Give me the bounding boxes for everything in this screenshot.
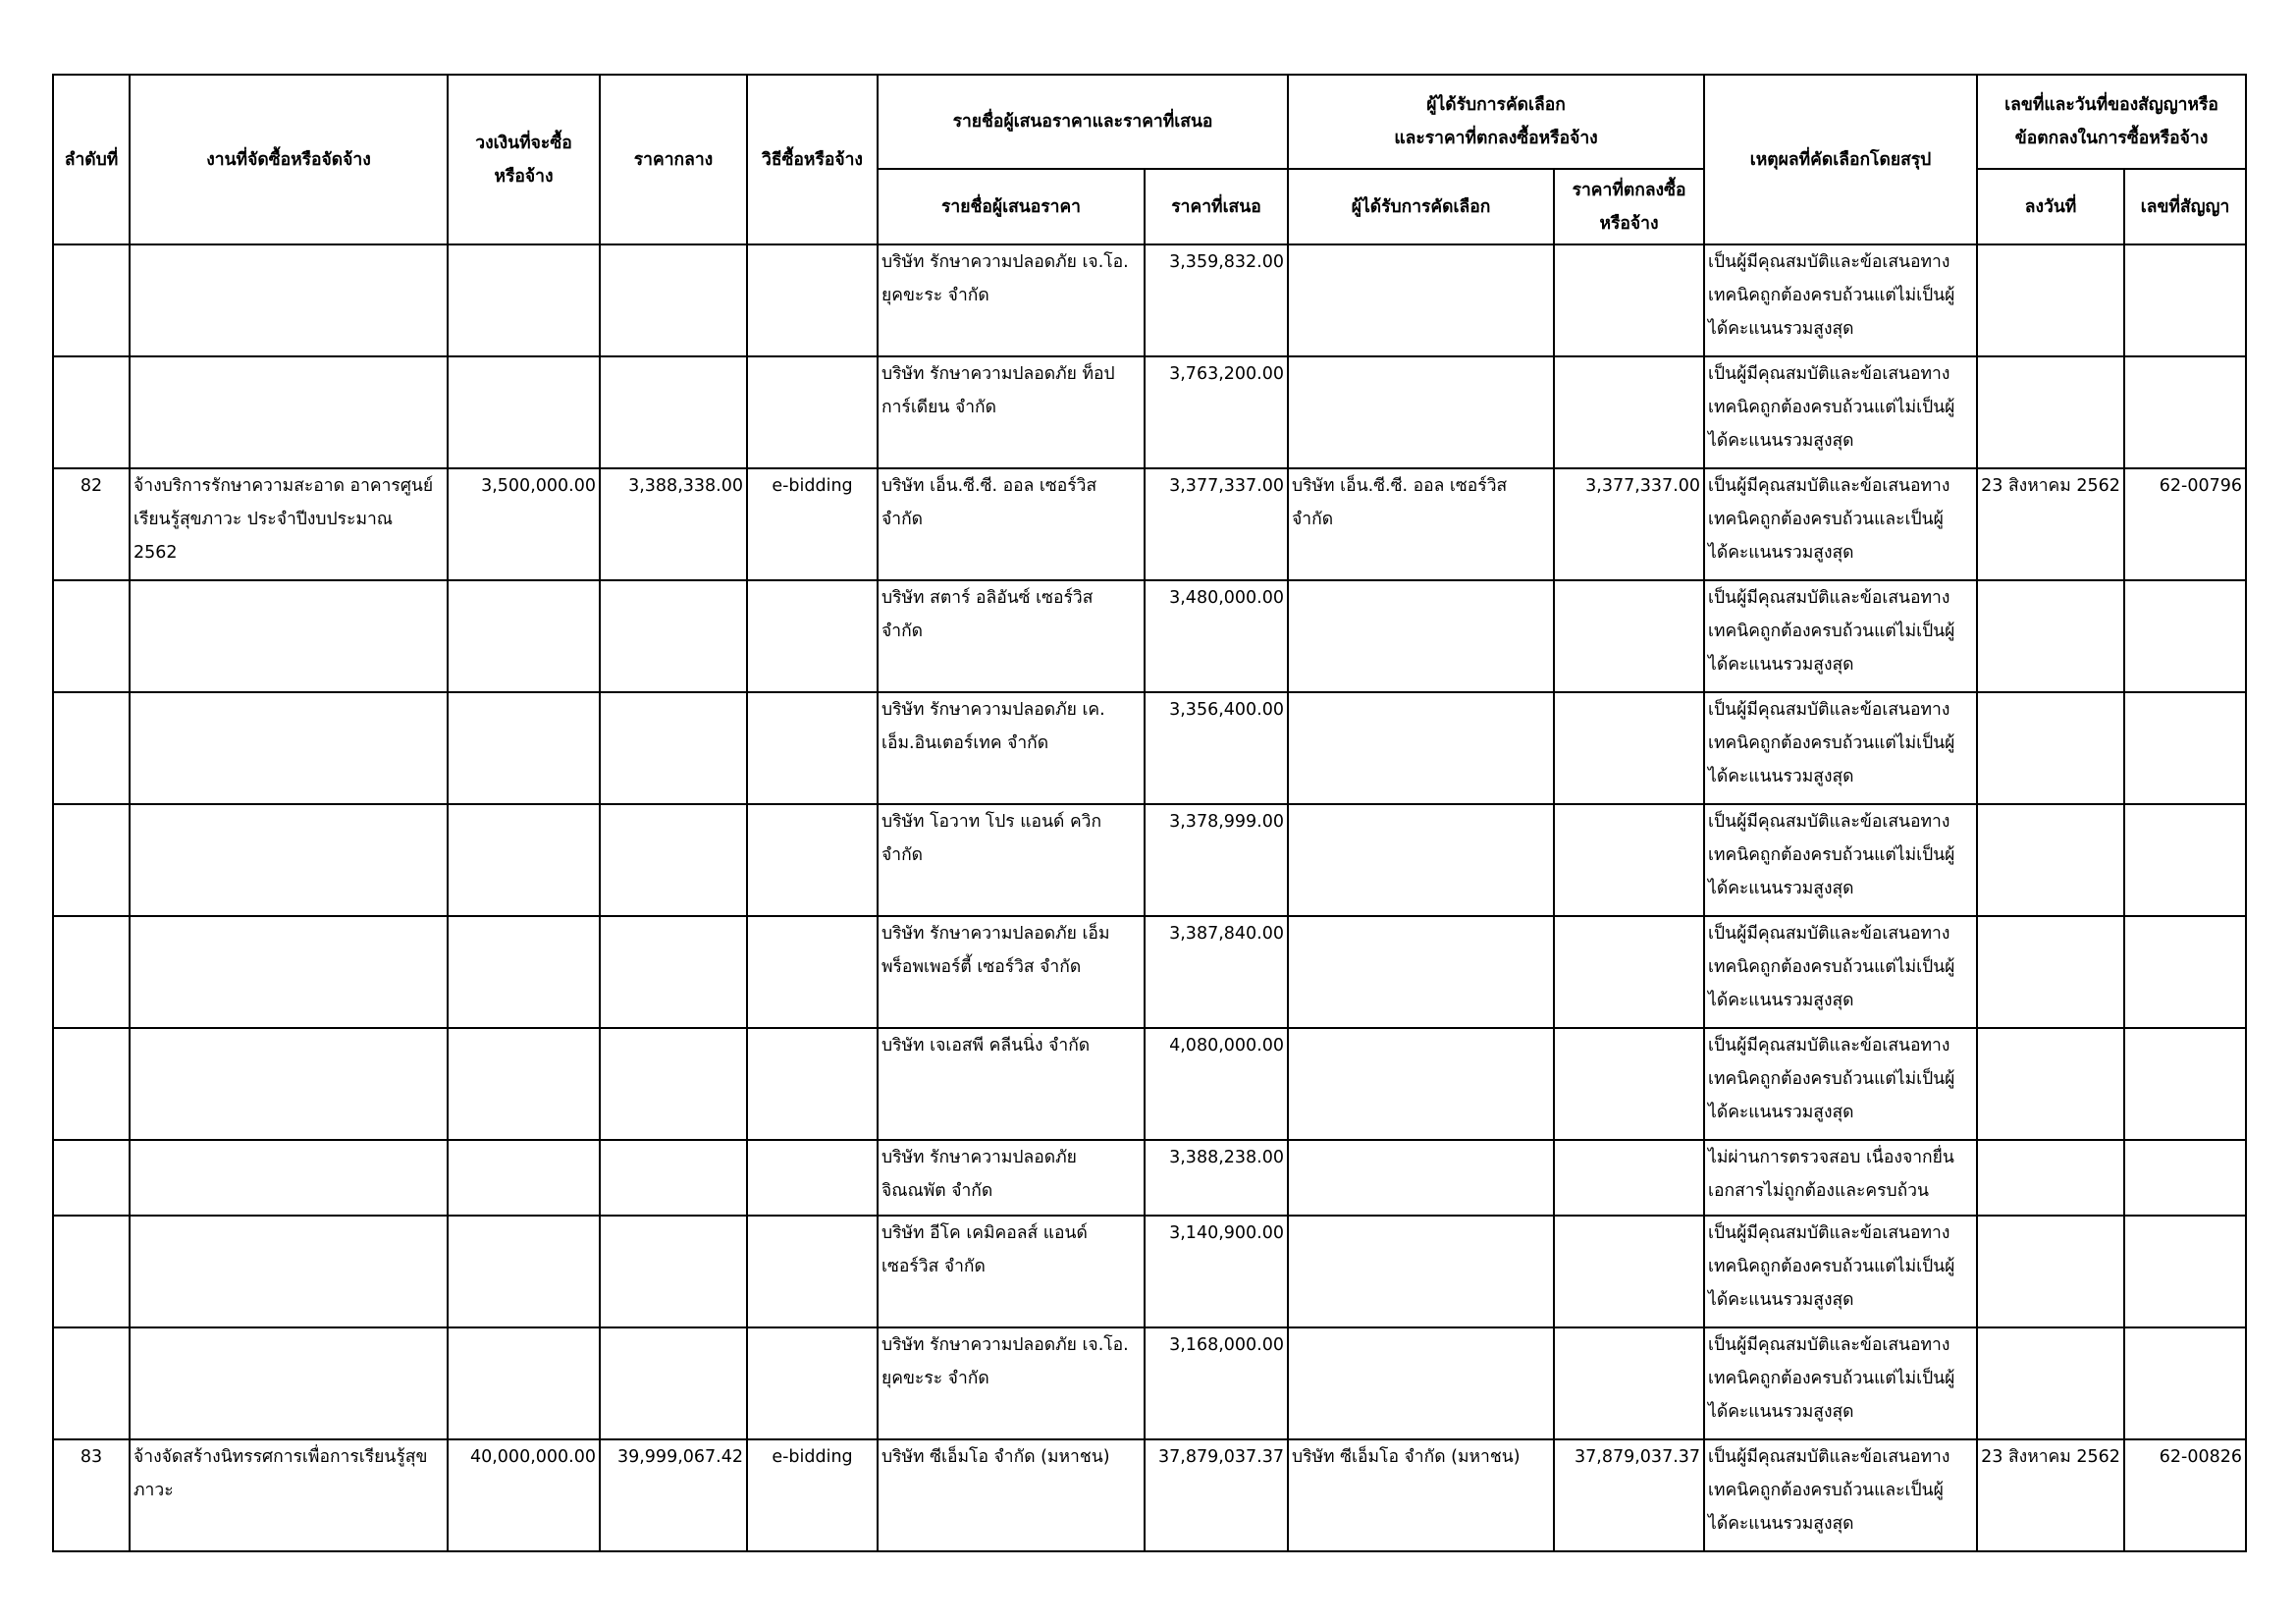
row-task: จ้างบริการรักษาความสะอาด อาคารศูนย์ เรียนรู้สุขภาวะ ประจำปีงบประมาณ 2562 <box>130 468 448 580</box>
header-bidders-group: รายชื่อผู้เสนอราคาและราคาที่เสนอ <box>878 75 1288 169</box>
row-budget: 3,500,000.00 <box>448 468 600 580</box>
row-budget <box>448 1140 600 1216</box>
row-contract-date <box>1977 580 2124 692</box>
row-bidder: บริษัท รักษาความปลอดภัย เค. เอ็ม.อินเตอร์เทค จำกัด <box>878 692 1145 804</box>
row-median-price <box>600 580 747 692</box>
row-selected <box>1288 916 1554 1028</box>
table-row <box>53 692 2246 804</box>
row-bid-price: 3,378,999.00 <box>1145 804 1288 916</box>
row-method <box>747 916 878 1028</box>
row-bid-price: 3,168,000.00 <box>1145 1327 1288 1439</box>
row-method: e-bidding <box>747 1439 878 1551</box>
row-bidder: บริษัท รักษาความปลอดภัย ท็อป การ์เดียน จำกัด <box>878 356 1145 468</box>
row-contract-date <box>1977 916 2124 1028</box>
row-median-price <box>600 1216 747 1327</box>
row-agreed-price: 37,879,037.37 <box>1554 1439 1704 1551</box>
row-agreed-price <box>1554 1140 1704 1216</box>
row-reason: ไม่ผ่านการตรวจสอบ เนื่องจากยื่น เอกสารไม่ถูกต้องและครบถ้วน <box>1704 1140 1977 1216</box>
row-task <box>130 1140 448 1216</box>
row-contract-date <box>1977 1327 2124 1439</box>
row-budget <box>448 1327 600 1439</box>
row-reason: เป็นผู้มีคุณสมบัติและข้อเสนอทาง เทคนิคถูกต้องครบถ้วนแต่ไม่เป็นผู้ ได้คะแนนรวมสูงสุด <box>1704 1028 1977 1140</box>
row-budget <box>448 1028 600 1140</box>
row-agreed-price <box>1554 580 1704 692</box>
table-row <box>53 468 2246 580</box>
row-bid-price: 3,356,400.00 <box>1145 692 1288 804</box>
header-bidder-name: รายชื่อผู้เสนอราคา <box>878 169 1145 244</box>
row-no <box>53 356 130 468</box>
header-selected-group: ผู้ได้รับการคัดเลือก และราคาที่ตกลงซื้อหรือจ้าง <box>1288 75 1704 169</box>
row-task <box>130 1327 448 1439</box>
table-row <box>53 356 2246 468</box>
header-row-1 <box>53 75 2246 169</box>
row-method <box>747 1216 878 1327</box>
row-task <box>130 692 448 804</box>
row-bid-price: 4,080,000.00 <box>1145 1028 1288 1140</box>
row-bidder: บริษัท เอ็น.ซี.ซี. ออล เซอร์วิส จำกัด <box>878 468 1145 580</box>
row-contract-date <box>1977 244 2124 356</box>
table-row <box>53 1216 2246 1327</box>
table-row <box>53 580 2246 692</box>
row-bidder: บริษัท รักษาความปลอดภัย จิณณพัต จำกัด <box>878 1140 1145 1216</box>
row-bidder: บริษัท ซีเอ็มโอ จำกัด (มหาชน) <box>878 1439 1145 1551</box>
row-selected <box>1288 356 1554 468</box>
row-bidder: บริษัท อีโค เคมิคอลส์ แอนด์ เซอร์วิส จำกัด <box>878 1216 1145 1327</box>
row-agreed-price: 3,377,337.00 <box>1554 468 1704 580</box>
row-bidder: บริษัท รักษาความปลอดภัย เอ็ม พร็อพเพอร์ตี้ เซอร์วิส จำกัด <box>878 916 1145 1028</box>
row-bid-price: 37,879,037.37 <box>1145 1439 1288 1551</box>
row-budget <box>448 692 600 804</box>
row-bid-price: 3,480,000.00 <box>1145 580 1288 692</box>
row-selected: บริษัท ซีเอ็มโอ จำกัด (มหาชน) <box>1288 1439 1554 1551</box>
row-method <box>747 804 878 916</box>
row-bidder: บริษัท รักษาความปลอดภัย เจ.โอ. ยุคขะระ จำกัด <box>878 1327 1145 1439</box>
row-reason: เป็นผู้มีคุณสมบัติและข้อเสนอทาง เทคนิคถูกต้องครบถ้วนแต่ไม่เป็นผู้ ได้คะแนนรวมสูงสุด <box>1704 580 1977 692</box>
row-contract-no <box>2124 1140 2246 1216</box>
row-selected <box>1288 580 1554 692</box>
row-median-price <box>600 692 747 804</box>
row-contract-date: 23 สิงหาคม 2562 <box>1977 1439 2124 1551</box>
row-bidder: บริษัท เจเอสพี คลีนนิ่ง จำกัด <box>878 1028 1145 1140</box>
header-task: งานที่จัดซื้อหรือจัดจ้าง <box>130 75 448 244</box>
row-no: 82 <box>53 468 130 580</box>
row-budget: 40,000,000.00 <box>448 1439 600 1551</box>
row-reason: เป็นผู้มีคุณสมบัติและข้อเสนอทาง เทคนิคถูกต้องครบถ้วนแต่ไม่เป็นผู้ ได้คะแนนรวมสูงสุด <box>1704 1327 1977 1439</box>
row-bid-price: 3,387,840.00 <box>1145 916 1288 1028</box>
row-agreed-price <box>1554 1028 1704 1140</box>
row-reason: เป็นผู้มีคุณสมบัติและข้อเสนอทาง เทคนิคถูกต้องครบถ้วนแต่ไม่เป็นผู้ ได้คะแนนรวมสูงสุด <box>1704 916 1977 1028</box>
row-no: 83 <box>53 1439 130 1551</box>
row-selected <box>1288 1028 1554 1140</box>
row-contract-date: 23 สิงหาคม 2562 <box>1977 468 2124 580</box>
row-agreed-price <box>1554 356 1704 468</box>
row-task <box>130 804 448 916</box>
table-row <box>53 1028 2246 1140</box>
row-selected <box>1288 1216 1554 1327</box>
row-method <box>747 1140 878 1216</box>
row-agreed-price <box>1554 916 1704 1028</box>
header-agreed-price: ราคาที่ตกลงซื้อ หรือจ้าง <box>1554 169 1704 244</box>
row-bid-price: 3,359,832.00 <box>1145 244 1288 356</box>
row-task <box>130 916 448 1028</box>
row-method: e-bidding <box>747 468 878 580</box>
header-method: วิธีซื้อหรือจ้าง <box>747 75 878 244</box>
row-method <box>747 580 878 692</box>
row-bidder: บริษัท โอวาท โปร แอนด์ ควิก จำกัด <box>878 804 1145 916</box>
header-median-price: ราคากลาง <box>600 75 747 244</box>
row-selected <box>1288 804 1554 916</box>
row-agreed-price <box>1554 244 1704 356</box>
row-contract-date <box>1977 1028 2124 1140</box>
row-median-price: 3,388,338.00 <box>600 468 747 580</box>
row-no <box>53 804 130 916</box>
row-contract-no <box>2124 804 2246 916</box>
row-median-price <box>600 916 747 1028</box>
header-bid-price: ราคาที่เสนอ <box>1145 169 1288 244</box>
header-contract-group: เลขที่และวันที่ของสัญญาหรือ ข้อตกลงในการซื้อหรือจ้าง <box>1977 75 2246 169</box>
row-bidder: บริษัท สตาร์ อลิอันซ์ เซอร์วิส จำกัด <box>878 580 1145 692</box>
header-no: ลำดับที่ <box>53 75 130 244</box>
row-bidder: บริษัท รักษาความปลอดภัย เจ.โอ. ยุคขะระ จำกัด <box>878 244 1145 356</box>
row-no <box>53 1216 130 1327</box>
row-bid-price: 3,377,337.00 <box>1145 468 1288 580</box>
row-method <box>747 244 878 356</box>
row-contract-date <box>1977 692 2124 804</box>
row-contract-no <box>2124 1028 2246 1140</box>
row-selected <box>1288 1327 1554 1439</box>
row-budget <box>448 804 600 916</box>
row-contract-no <box>2124 916 2246 1028</box>
row-contract-no <box>2124 692 2246 804</box>
row-no <box>53 916 130 1028</box>
row-bid-price: 3,763,200.00 <box>1145 356 1288 468</box>
row-method <box>747 692 878 804</box>
row-budget <box>448 356 600 468</box>
row-selected <box>1288 244 1554 356</box>
row-method <box>747 1028 878 1140</box>
table-row <box>53 1140 2246 1216</box>
table-row <box>53 244 2246 356</box>
row-no <box>53 244 130 356</box>
row-reason: เป็นผู้มีคุณสมบัติและข้อเสนอทาง เทคนิคถูกต้องครบถ้วนและเป็นผู้ ได้คะแนนรวมสูงสุด <box>1704 468 1977 580</box>
row-no <box>53 692 130 804</box>
table-row <box>53 916 2246 1028</box>
row-task <box>130 1216 448 1327</box>
row-budget <box>448 580 600 692</box>
row-bid-price: 3,388,238.00 <box>1145 1140 1288 1216</box>
row-contract-no <box>2124 356 2246 468</box>
row-method <box>747 1327 878 1439</box>
row-budget <box>448 244 600 356</box>
row-no <box>53 1140 130 1216</box>
row-selected <box>1288 1140 1554 1216</box>
row-contract-date <box>1977 804 2124 916</box>
row-selected <box>1288 692 1554 804</box>
row-agreed-price <box>1554 804 1704 916</box>
header-reason: เหตุผลที่คัดเลือกโดยสรุป <box>1704 75 1977 244</box>
row-agreed-price <box>1554 1327 1704 1439</box>
table-row <box>53 1327 2246 1439</box>
row-no <box>53 1028 130 1140</box>
row-median-price: 39,999,067.42 <box>600 1439 747 1551</box>
row-budget <box>448 1216 600 1327</box>
procurement-table <box>52 74 2247 1552</box>
header-contract-date: ลงวันที่ <box>1977 169 2124 244</box>
row-median-price <box>600 356 747 468</box>
row-median-price <box>600 1028 747 1140</box>
row-contract-date <box>1977 1216 2124 1327</box>
row-reason: เป็นผู้มีคุณสมบัติและข้อเสนอทาง เทคนิคถูกต้องครบถ้วนและเป็นผู้ ได้คะแนนรวมสูงสุด <box>1704 1439 1977 1551</box>
row-task <box>130 1028 448 1140</box>
row-contract-date <box>1977 1140 2124 1216</box>
row-budget <box>448 916 600 1028</box>
row-reason: เป็นผู้มีคุณสมบัติและข้อเสนอทาง เทคนิคถูกต้องครบถ้วนแต่ไม่เป็นผู้ ได้คะแนนรวมสูงสุด <box>1704 692 1977 804</box>
row-contract-no <box>2124 244 2246 356</box>
row-agreed-price <box>1554 692 1704 804</box>
row-contract-no: 62-00796 <box>2124 468 2246 580</box>
header-selected-name: ผู้ได้รับการคัดเลือก <box>1288 169 1554 244</box>
header-budget: วงเงินที่จะซื้อ หรือจ้าง <box>448 75 600 244</box>
row-task <box>130 356 448 468</box>
row-selected: บริษัท เอ็น.ซี.ซี. ออล เซอร์วิส จำกัด <box>1288 468 1554 580</box>
row-task <box>130 580 448 692</box>
table-row <box>53 804 2246 916</box>
row-agreed-price <box>1554 1216 1704 1327</box>
row-contract-no: 62-00826 <box>2124 1439 2246 1551</box>
row-bid-price: 3,140,900.00 <box>1145 1216 1288 1327</box>
row-no <box>53 580 130 692</box>
row-median-price <box>600 804 747 916</box>
row-median-price <box>600 1327 747 1439</box>
row-task: จ้างจัดสร้างนิทรรศการเพื่อการเรียนรู้สุข ภาวะ <box>130 1439 448 1551</box>
row-contract-date <box>1977 356 2124 468</box>
row-reason: เป็นผู้มีคุณสมบัติและข้อเสนอทาง เทคนิคถูกต้องครบถ้วนแต่ไม่เป็นผู้ ได้คะแนนรวมสูงสุด <box>1704 356 1977 468</box>
row-contract-no <box>2124 1327 2246 1439</box>
row-median-price <box>600 1140 747 1216</box>
table-row <box>53 1439 2246 1551</box>
row-contract-no <box>2124 580 2246 692</box>
row-no <box>53 1327 130 1439</box>
row-reason: เป็นผู้มีคุณสมบัติและข้อเสนอทาง เทคนิคถูกต้องครบถ้วนแต่ไม่เป็นผู้ ได้คะแนนรวมสูงสุด <box>1704 244 1977 356</box>
header-contract-no: เลขที่สัญญา <box>2124 169 2246 244</box>
row-median-price <box>600 244 747 356</box>
row-contract-no <box>2124 1216 2246 1327</box>
row-reason: เป็นผู้มีคุณสมบัติและข้อเสนอทาง เทคนิคถูกต้องครบถ้วนแต่ไม่เป็นผู้ ได้คะแนนรวมสูงสุด <box>1704 804 1977 916</box>
row-task <box>130 244 448 356</box>
row-method <box>747 356 878 468</box>
row-reason: เป็นผู้มีคุณสมบัติและข้อเสนอทาง เทคนิคถูกต้องครบถ้วนแต่ไม่เป็นผู้ ได้คะแนนรวมสูงสุด <box>1704 1216 1977 1327</box>
